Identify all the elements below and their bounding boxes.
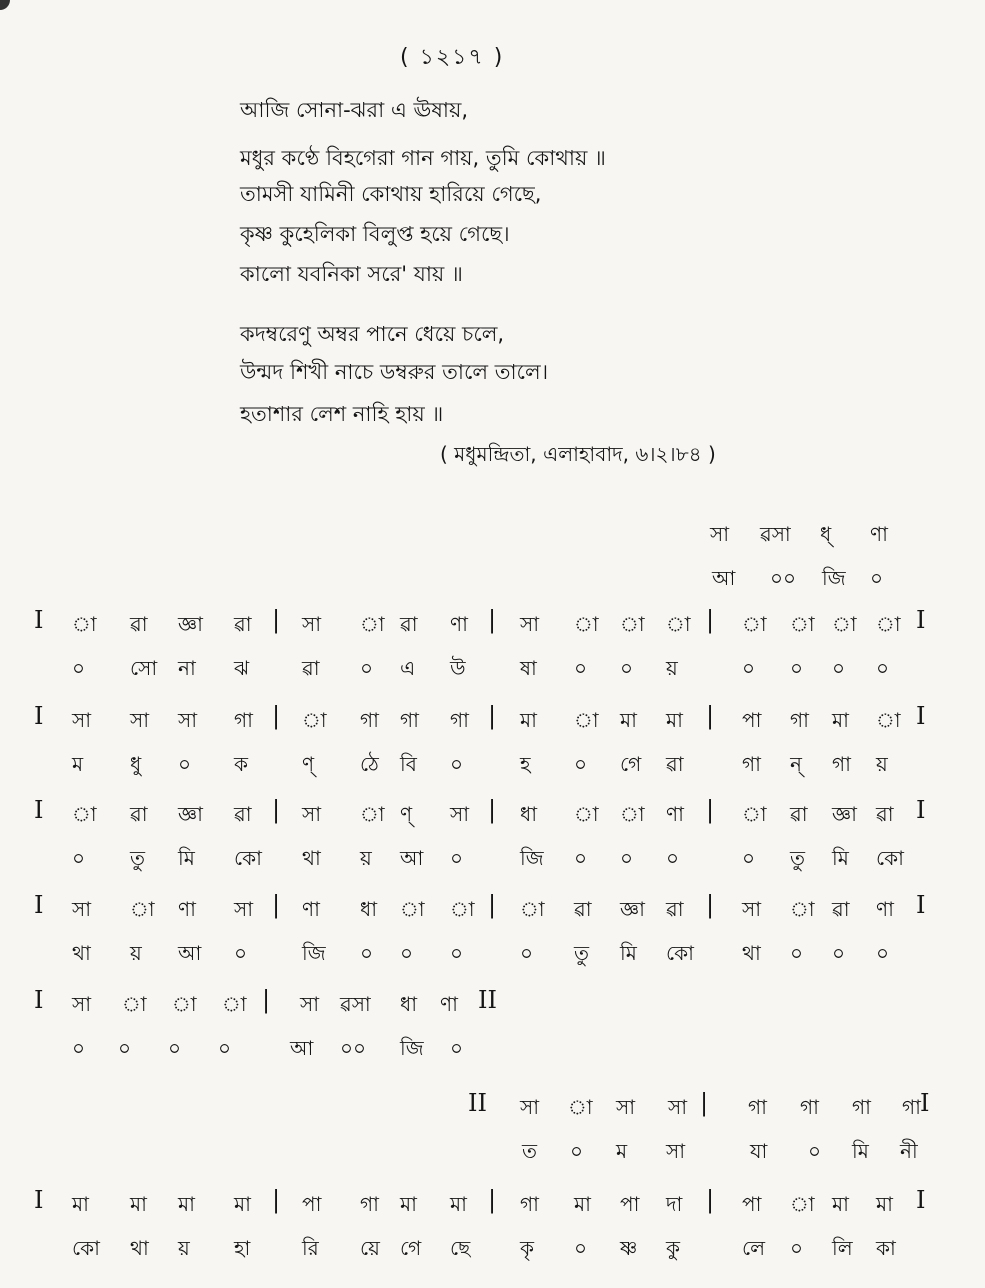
- syllable: ০: [876, 941, 890, 965]
- bar-line: I: [916, 606, 926, 634]
- syllable: য়: [666, 656, 678, 680]
- swara-note: সা: [300, 992, 320, 1016]
- syllable: আ: [712, 566, 736, 590]
- swara-note: গা: [852, 1095, 871, 1119]
- syllable: ম: [616, 1139, 628, 1163]
- syllable: তু: [790, 846, 806, 870]
- lyric-line: কৃষ্ণ কুহেলিকা বিলুপ্ত হয়ে গেছে।: [240, 222, 510, 246]
- swara-note: ণ্: [400, 802, 413, 826]
- syllable: কো: [234, 846, 262, 870]
- swara-note: গা: [360, 708, 379, 732]
- swara-note: গা: [400, 708, 419, 732]
- bar-line: |: [706, 702, 715, 730]
- syllable: তু: [574, 941, 590, 965]
- swara-note: া: [72, 802, 97, 826]
- syllable: গে: [400, 1236, 422, 1260]
- swara-note: া: [360, 802, 385, 826]
- syllable: ০: [72, 846, 86, 870]
- swara-note: গা: [234, 708, 253, 732]
- syllable: ত: [522, 1139, 538, 1163]
- syllable: ০: [520, 941, 534, 965]
- syllable: গে: [620, 752, 642, 776]
- syllable: ০: [450, 846, 464, 870]
- syllable: আ: [290, 1036, 314, 1060]
- swara-note: গা: [360, 1192, 379, 1216]
- syllable: লি: [832, 1236, 853, 1260]
- swara-note: জ্ঞা: [832, 802, 857, 826]
- syllable: ০: [620, 656, 634, 680]
- bar-line: I: [916, 702, 926, 730]
- swara-note: া: [574, 708, 599, 732]
- syllable: ০: [570, 1139, 584, 1163]
- swara-note: ধ্: [820, 522, 832, 546]
- syllable: কো: [876, 846, 904, 870]
- swara-note: া: [130, 897, 155, 921]
- swara-note: সা: [520, 612, 540, 636]
- syllable: থা: [72, 941, 91, 965]
- syllable: ০: [168, 1036, 182, 1060]
- swara-note: ৱা: [130, 612, 148, 636]
- syllable: যা: [750, 1139, 768, 1163]
- lyric-line: তামসী যামিনী কোথায় হারিয়ে গেছে,: [240, 182, 542, 206]
- swara-note: া: [876, 612, 901, 636]
- swara-note: সা: [72, 992, 92, 1016]
- scan-corner-mark: [0, 0, 10, 10]
- swara-note: পা: [742, 708, 762, 732]
- bar-line: I: [34, 796, 44, 824]
- syllable: কো: [666, 941, 694, 965]
- syllable: আ: [400, 846, 424, 870]
- swara-note: জ্ঞা: [178, 612, 203, 636]
- syllable: আ: [178, 941, 202, 965]
- syllable: হা: [234, 1236, 251, 1260]
- swara-note: মা: [72, 1192, 89, 1216]
- swara-note: া: [666, 612, 691, 636]
- syllable: জি: [520, 846, 544, 870]
- bar-line: I: [34, 606, 44, 634]
- swara-note: মা: [832, 708, 849, 732]
- lyric-line: হতাশার লেশ নাহি হায় ॥: [240, 402, 444, 426]
- swara-note: া: [876, 708, 901, 732]
- syllable: ০: [178, 752, 192, 776]
- swara-note: ণা: [450, 612, 468, 636]
- swara-note: া: [400, 897, 425, 921]
- swara-note: ণা: [178, 897, 196, 921]
- syllable: য়: [178, 1236, 190, 1260]
- swara-note: ৱা: [234, 802, 252, 826]
- syllable: থা: [302, 846, 321, 870]
- swara-note: মা: [234, 1192, 251, 1216]
- swara-note: ৱা: [130, 802, 148, 826]
- swara-note: গা: [790, 708, 809, 732]
- syllable: ০: [400, 941, 414, 965]
- bar-line: |: [706, 1186, 715, 1214]
- lyric-line: কালো যবনিকা সরে' যায় ॥: [240, 262, 463, 286]
- syllable: ০: [574, 656, 588, 680]
- bar-line: |: [262, 986, 271, 1014]
- syllable: ০: [790, 1236, 804, 1260]
- swara-note: া: [172, 992, 197, 1016]
- swara-note: ৱা: [790, 802, 808, 826]
- swara-note: া: [568, 1095, 593, 1119]
- syllable: থা: [742, 941, 761, 965]
- swara-note: সা: [616, 1095, 636, 1119]
- swara-note: ৱসা: [340, 992, 371, 1016]
- syllable: ০: [790, 941, 804, 965]
- syllable: ০: [742, 846, 756, 870]
- bar-line: |: [706, 796, 715, 824]
- syllable: ম: [72, 752, 84, 776]
- swara-note: া: [122, 992, 147, 1016]
- bar-line: |: [272, 1186, 281, 1214]
- syllable: উ: [450, 656, 466, 680]
- swara-note: া: [302, 708, 327, 732]
- swara-note: সা: [520, 1095, 540, 1119]
- swara-note: মা: [832, 1192, 849, 1216]
- swara-note: া: [574, 612, 599, 636]
- syllable: নী: [900, 1139, 918, 1163]
- lyric-line: উন্মদ শিখী নাচে ডম্বরুর তালে তালে।: [240, 360, 549, 384]
- syllable: ন্: [790, 752, 802, 776]
- syllable: গা: [742, 752, 761, 776]
- syllable: মি: [832, 846, 849, 870]
- bar-line: |: [488, 1186, 497, 1214]
- lyric-line: কদম্বরেণু অম্বর পানে ধেয়ে চলে,: [240, 322, 505, 346]
- syllable: ০: [832, 656, 846, 680]
- syllable: ঝ: [234, 656, 250, 680]
- swara-note: সা: [302, 802, 322, 826]
- syllable: ০: [574, 846, 588, 870]
- bar-line: I: [34, 1186, 44, 1214]
- syllable: য়: [876, 752, 888, 776]
- swara-note: ধা: [400, 992, 418, 1016]
- swara-note: গা: [800, 1095, 819, 1119]
- syllable: জি: [302, 941, 326, 965]
- bar-line: |: [272, 606, 281, 634]
- bar-line: |: [700, 1089, 709, 1117]
- syllable: কু: [666, 1236, 680, 1260]
- syllable: ০: [450, 941, 464, 965]
- syllable: ০: [808, 1139, 822, 1163]
- syllable: ৱা: [666, 752, 684, 776]
- syllable: জি: [822, 566, 846, 590]
- syllable: ঠে: [360, 752, 379, 776]
- syllable: কো: [72, 1236, 100, 1260]
- syllable: ০: [360, 941, 374, 965]
- swara-note: মা: [520, 708, 537, 732]
- swara-note: মা: [450, 1192, 467, 1216]
- syllable: ০: [72, 656, 86, 680]
- swara-note: মা: [178, 1192, 195, 1216]
- bar-line: I: [34, 891, 44, 919]
- bar-line: |: [488, 891, 497, 919]
- syllable: য়: [360, 846, 372, 870]
- swara-note: ৱা: [234, 612, 252, 636]
- swara-note: ৱা: [574, 897, 592, 921]
- swara-note: ধা: [360, 897, 378, 921]
- lyric-line: মধুর কণ্ঠে বিহগেরা গান গায়, তুমি কোথায় ॥: [240, 146, 606, 170]
- swara-note: ৱা: [400, 612, 418, 636]
- bar-line: |: [706, 891, 715, 919]
- swara-note: গা: [748, 1095, 767, 1119]
- syllable: ছে: [450, 1236, 471, 1260]
- swara-note: গা: [902, 1095, 921, 1119]
- syllable: হ: [520, 752, 531, 776]
- swara-note: ৱসা: [760, 522, 791, 546]
- syllable: মি: [620, 941, 637, 965]
- swara-note: জ্ঞা: [620, 897, 645, 921]
- swara-note: মা: [130, 1192, 147, 1216]
- syllable: সা: [666, 1139, 686, 1163]
- syllable: য়ে: [360, 1236, 380, 1260]
- swara-note: া: [574, 802, 599, 826]
- swara-note: া: [72, 612, 97, 636]
- swara-note: মা: [400, 1192, 417, 1216]
- syllable: মি: [852, 1139, 869, 1163]
- swara-note: া: [742, 802, 767, 826]
- swara-note: া: [360, 612, 385, 636]
- syllable: য়: [130, 941, 142, 965]
- syllable: ০: [790, 656, 804, 680]
- syllable: ০: [574, 752, 588, 776]
- bar-line: I: [916, 891, 926, 919]
- syllable: গা: [832, 752, 851, 776]
- syllable: ০: [234, 941, 248, 965]
- bar-line: |: [488, 606, 497, 634]
- swara-note: ৱা: [832, 897, 850, 921]
- swara-note: গা: [450, 708, 469, 732]
- page-number: ( ১২১৭ ): [400, 45, 505, 70]
- swara-note: সা: [668, 1095, 688, 1119]
- syllable: ০: [742, 656, 756, 680]
- swara-note: া: [620, 802, 645, 826]
- syllable: ০: [118, 1036, 132, 1060]
- swara-note: ণা: [876, 897, 894, 921]
- swara-note: ণা: [302, 897, 320, 921]
- swara-note: া: [450, 897, 475, 921]
- syllable: ষ্ণ: [620, 1236, 638, 1260]
- bar-line: I: [34, 986, 44, 1014]
- syllable: ধু: [130, 752, 142, 776]
- syllable: ০০: [770, 566, 797, 590]
- swara-note: সা: [710, 522, 730, 546]
- swara-note: া: [520, 897, 545, 921]
- syllable: ০: [666, 846, 680, 870]
- syllable: ণ্: [302, 752, 315, 776]
- swara-note: সা: [130, 708, 150, 732]
- swara-note: ৱা: [876, 802, 894, 826]
- swara-note: া: [790, 897, 815, 921]
- swara-note: পা: [302, 1192, 322, 1216]
- swara-note: সা: [450, 802, 470, 826]
- syllable: তু: [130, 846, 146, 870]
- syllable: ০: [360, 656, 374, 680]
- syllable: জি: [400, 1036, 424, 1060]
- syllable: থা: [130, 1236, 149, 1260]
- swara-note: সা: [178, 708, 198, 732]
- swara-note: ণা: [440, 992, 458, 1016]
- swara-note: ধা: [520, 802, 538, 826]
- swara-note: ণা: [666, 802, 684, 826]
- bar-line: |: [706, 606, 715, 634]
- swara-note: া: [832, 612, 857, 636]
- swara-note: মা: [620, 708, 637, 732]
- syllable: ক: [234, 752, 248, 776]
- bar-line: I: [916, 796, 926, 824]
- swara-note: পা: [620, 1192, 640, 1216]
- swara-note: জ্ঞা: [178, 802, 203, 826]
- bar-line: |: [488, 796, 497, 824]
- swara-note: সা: [742, 897, 762, 921]
- bar-line: II: [468, 1089, 487, 1117]
- bar-line: I: [34, 702, 44, 730]
- swara-note: মা: [876, 1192, 893, 1216]
- composition-credit: ( মধুমন্দ্রিতা, এলাহাবাদ, ৬।২।৮৪ ): [440, 442, 716, 466]
- syllable: সো: [130, 656, 158, 680]
- swara-note: ণা: [870, 522, 888, 546]
- bar-line: |: [272, 796, 281, 824]
- bar-line: I: [920, 1089, 930, 1117]
- syllable: ০: [72, 1036, 86, 1060]
- syllable: ষা: [520, 656, 537, 680]
- swara-note: সা: [302, 612, 322, 636]
- bar-line: II: [478, 986, 497, 1014]
- syllable: মি: [178, 846, 195, 870]
- swara-note: মা: [574, 1192, 591, 1216]
- swara-note: গা: [520, 1192, 539, 1216]
- syllable: ০: [450, 1036, 464, 1060]
- syllable: ০: [574, 1236, 588, 1260]
- bar-line: |: [272, 702, 281, 730]
- syllable: ০: [876, 656, 890, 680]
- syllable: ০০: [340, 1036, 367, 1060]
- syllable: ০: [620, 846, 634, 870]
- bar-line: |: [488, 702, 497, 730]
- syllable: এ: [400, 656, 416, 680]
- swara-note: সা: [234, 897, 254, 921]
- syllable: ৱা: [302, 656, 320, 680]
- swara-note: া: [222, 992, 247, 1016]
- syllable: ০: [870, 566, 884, 590]
- lyric-line: আজি সোনা-ঝরা এ ঊষায়,: [240, 98, 469, 122]
- syllable: না: [178, 656, 196, 680]
- syllable: ০: [450, 752, 464, 776]
- syllable: ০: [218, 1036, 232, 1060]
- swara-note: দা: [666, 1192, 683, 1216]
- swara-note: া: [790, 1192, 815, 1216]
- bar-line: I: [916, 1186, 926, 1214]
- swara-note: মা: [666, 708, 683, 732]
- swara-note: সা: [72, 708, 92, 732]
- swara-note: া: [742, 612, 767, 636]
- swara-note: সা: [72, 897, 92, 921]
- syllable: রি: [302, 1236, 319, 1260]
- syllable: লে: [742, 1236, 766, 1260]
- syllable: ০: [832, 941, 846, 965]
- swara-note: া: [620, 612, 645, 636]
- syllable: কৃ: [520, 1236, 534, 1260]
- syllable: বি: [400, 752, 417, 776]
- swara-note: পা: [742, 1192, 762, 1216]
- swara-note: া: [790, 612, 815, 636]
- bar-line: |: [272, 891, 281, 919]
- swara-note: ৱা: [666, 897, 684, 921]
- syllable: কা: [876, 1236, 896, 1260]
